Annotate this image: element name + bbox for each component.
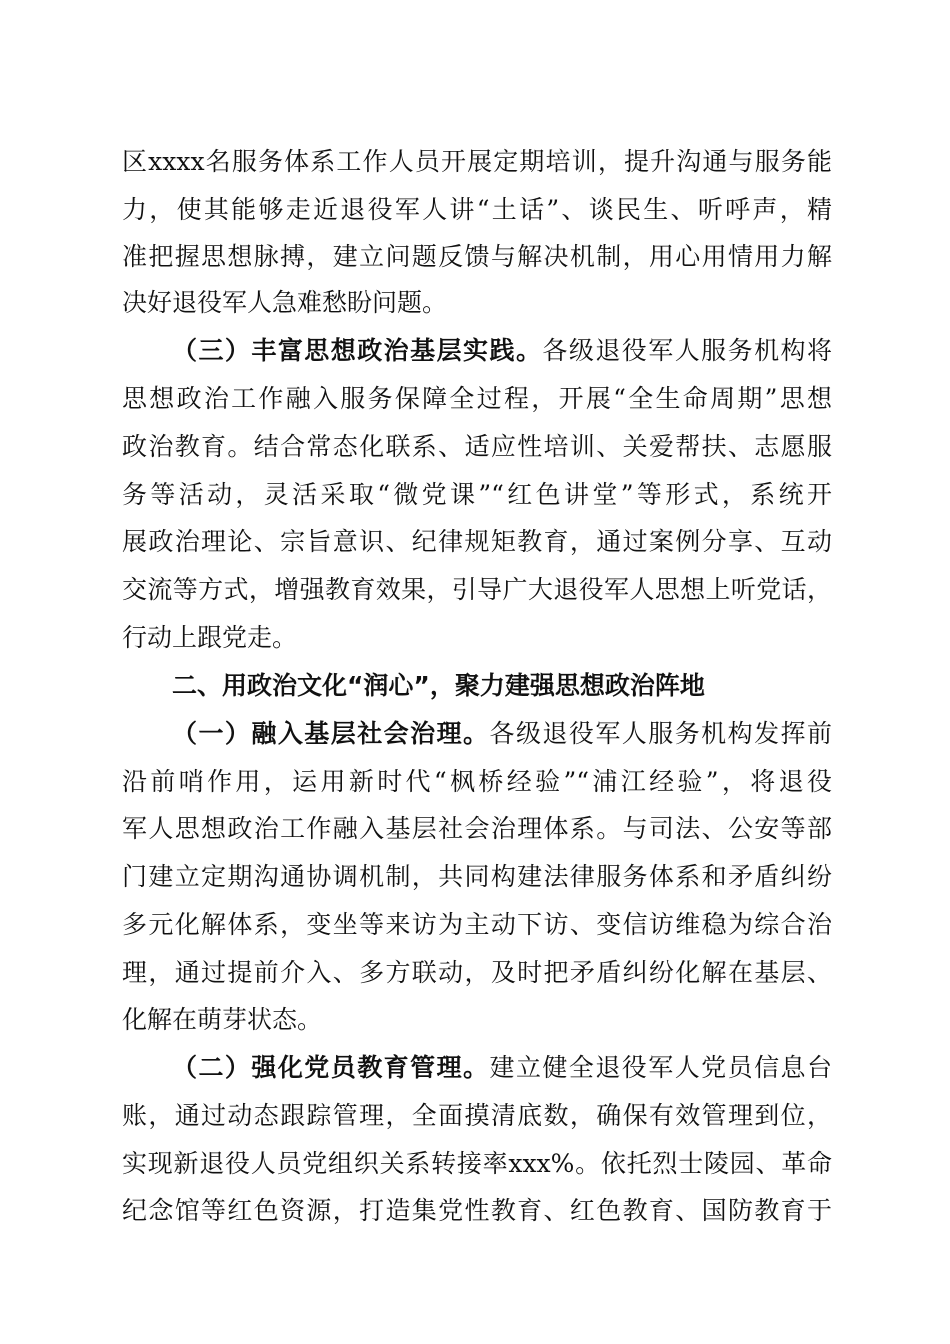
text-line [122,1004,832,1036]
line-text: 实现新退役人员党组织关系转接率xxx%。依托烈士陵园、革命 [122,1149,832,1178]
subsection-title: （一）融入基层社会治理。 [172,719,490,748]
line-text: 力，使其能够走近退役军人讲“土话”、谈民生、听呼声，精 [122,195,832,224]
line-text: 化解在萌芽状态。 [122,1005,323,1034]
line-text: 政治教育。结合常态化联系、适应性培训、关爱帮扶、志愿服 [122,432,832,461]
text-line [122,479,832,511]
text-line [122,241,832,273]
text-line [122,957,832,989]
line-text: 决好退役军人急难愁盼问题。 [122,288,448,317]
text-line [122,813,832,845]
line-text: 沿前哨作用，运用新时代“枫桥经验”“浦江经验”，将退役 [122,767,832,796]
line-text: 纪念馆等红色资源，打造集党性教育、红色教育、国防教育于 [122,1196,832,1225]
text-line [122,909,832,941]
subsection-title: （二）强化党员教育管理。 [172,1053,490,1082]
line-text: 各级退役军人服务机构将 [542,336,832,365]
text-line [122,861,832,893]
text-line [122,574,832,606]
line-text: 区xxxx名服务体系工作人员开展定期培训，提升沟通与服务能 [122,147,832,176]
subsection-title: （三）丰富思想政治基层实践。 [172,336,543,365]
text-line [172,718,832,750]
line-text: 军人思想政治工作融入基层社会治理体系。与司法、公安等部 [122,814,832,843]
line-text: 门建立定期沟通协调机制，共同构建法律服务体系和矛盾纠纷 [122,862,832,891]
line-text: 理，通过提前介入、多方联动，及时把矛盾纠纷化解在基层、 [122,958,832,987]
line-text: 交流等方式，增强教育效果，引导广大退役军人思想上听党话， [122,575,832,604]
heading-text: 二、用政治文化“润心”，聚力建强思想政治阵地 [172,671,705,700]
text-line [122,194,832,226]
line-text: 各级退役军人服务机构发挥前 [489,719,832,748]
line-text: 行动上跟党走。 [122,623,298,652]
line-text: 准把握思想脉搏，建立问题反馈与解决机制，用心用情用力解 [122,242,832,271]
text-line [122,287,832,319]
line-text: 建立健全退役军人党员信息台 [489,1053,832,1082]
text-line [122,431,832,463]
text-line [172,1052,832,1084]
line-text: 务等活动，灵活采取“微党课”“红色讲堂”等形式，系统开 [122,480,832,509]
text-line [122,1100,832,1132]
text-line [122,622,832,654]
text-line [122,766,832,798]
line-text: 展政治理论、宗旨意识、纪律规矩教育，通过案例分享、互动 [122,527,832,556]
text-line [122,1195,832,1227]
section-heading [172,670,832,702]
text-line [122,383,832,415]
text-line [122,526,832,558]
line-text: 思想政治工作融入服务保障全过程，开展“全生命周期”思想 [122,384,832,413]
text-line [172,335,832,367]
line-text: 多元化解体系，变坐等来访为主动下访、变信访维稳为综合治 [122,910,832,939]
text-line [122,146,832,178]
line-text: 账，通过动态跟踪管理，全面摸清底数，确保有效管理到位， [122,1101,832,1130]
text-line [122,1148,832,1180]
